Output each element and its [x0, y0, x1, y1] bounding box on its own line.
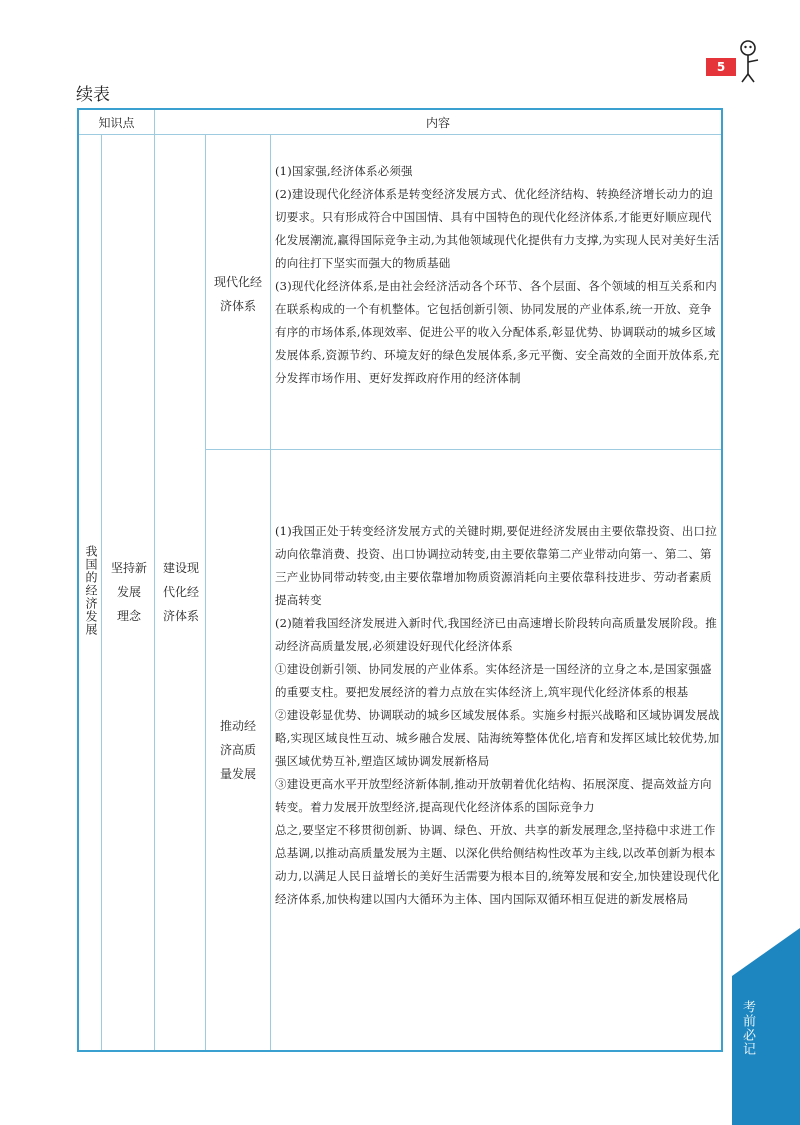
row1-paragraph: (1)国家强,经济体系必须强: [275, 164, 413, 178]
row2-content: [275, 520, 720, 911]
continued-label: 续表: [76, 85, 110, 105]
page-number-badge: 5: [706, 58, 736, 76]
row2-paragraph: (1)我国正处于转变经济发展方式的关键时期,要促进经济发展由主要依靠投资、出口拉动向依靠消费、投资、出口协调拉动转变,由主要依靠第二产业带动向第一、第二、第三产业协同带动转变,由主要依靠增加物质资源消耗向主要依靠科技进步、劳动者素质提高转变: [275, 524, 717, 607]
header-divider: [79, 134, 721, 135]
col-divider-1: [101, 134, 102, 1050]
row2-paragraph: (2)随着我国经济发展进入新时代,我国经济已由高速增长阶段转向高质量发展阶段。推动经济高质量发展,必须建设好现代化经济体系: [275, 616, 717, 653]
row1-content: [275, 160, 720, 390]
row2-paragraph: ③建设更高水平开放型经济新体制,推动开放朝着优化结构、拓展深度、提高效益方向转变。着力发展开放型经济,提高现代化经济体系的国际竞争力: [275, 777, 712, 814]
topic-high-quality-development: 推动经 济高质 量发展: [219, 719, 256, 781]
level3-label: 建设现 代化经 济体系: [162, 561, 199, 623]
col-divider-3: [205, 134, 206, 1050]
row2-paragraph: 总之,要坚定不移贯彻创新、协调、绿色、开放、共享的新发展理念,坚持稳中求进工作总基调,以推动高质量发展为主题、以深化供给侧结构性改革为主线,以改革创新为根本动力,以满足人民日益增长的美好生活需要为根本目的,统筹发展和安全,加快建设现代化经济体系,加快构建以国内大循环为主体、国内国际双循环相互促进的新发展格局: [275, 823, 720, 906]
header-knowledge: 知识点: [98, 115, 135, 130]
row1-paragraph: (3)现代化经济体系,是由社会经济活动各个环节、各个层面、各个领域的相互关系和内在联系构成的一个有机整体。它包括创新引领、协同发展的产业体系,统一开放、竞争有序的市场体系,体现效率、促进公平的收入分配体系,彰显优势、协调联动的城乡区域发展体系,资源节约、环境友好的绿色发展体系,多元平衡、安全高效的全面开放体系,充分发挥市场作用、更好发挥政府作用的经济体制: [275, 279, 720, 385]
row-divider: [205, 449, 721, 450]
row2-paragraph: ②建设彰显优势、协调联动的城乡区域发展体系。实施乡村振兴战略和区域协调发展战略,实现区域良性互动、城乡融合发展、陆海统筹整体优化,培育和发挥区域比较优势,加强区域优势互补,塑造区域协调发展新格局: [275, 708, 720, 768]
level1-label: 我国的经济发展: [84, 545, 98, 636]
row1-paragraph: (2)建设现代化经济体系是转变经济发展方式、优化经济结构、转换经济增长动力的迫切要求。只有形成符合中国国情、具有中国特色的现代化经济体系,才能更好顺应现代化发展潮流,赢得国际竞争主动,为其他领域现代化提供有力支撑,为实现人民对美好生活的向往打下坚实而强大的物质基础: [275, 187, 720, 270]
mascot-icon: [736, 40, 764, 84]
col-divider-main: [154, 110, 155, 1050]
sidebar-label: 考前必记: [740, 1000, 755, 1056]
topic-modern-economic-system: 现代化经 济体系: [213, 275, 262, 313]
row2-paragraph: ①建设创新引领、协同发展的产业体系。实体经济是一国经济的立身之本,是国家强盛的重要支柱。要把发展经济的着力点放在实体经济上,筑牢现代化经济体系的根基: [275, 662, 712, 699]
col-divider-4: [270, 134, 271, 1050]
level2-label: 坚持新 发展 理念: [110, 561, 147, 623]
header-content: 内容: [425, 115, 450, 130]
